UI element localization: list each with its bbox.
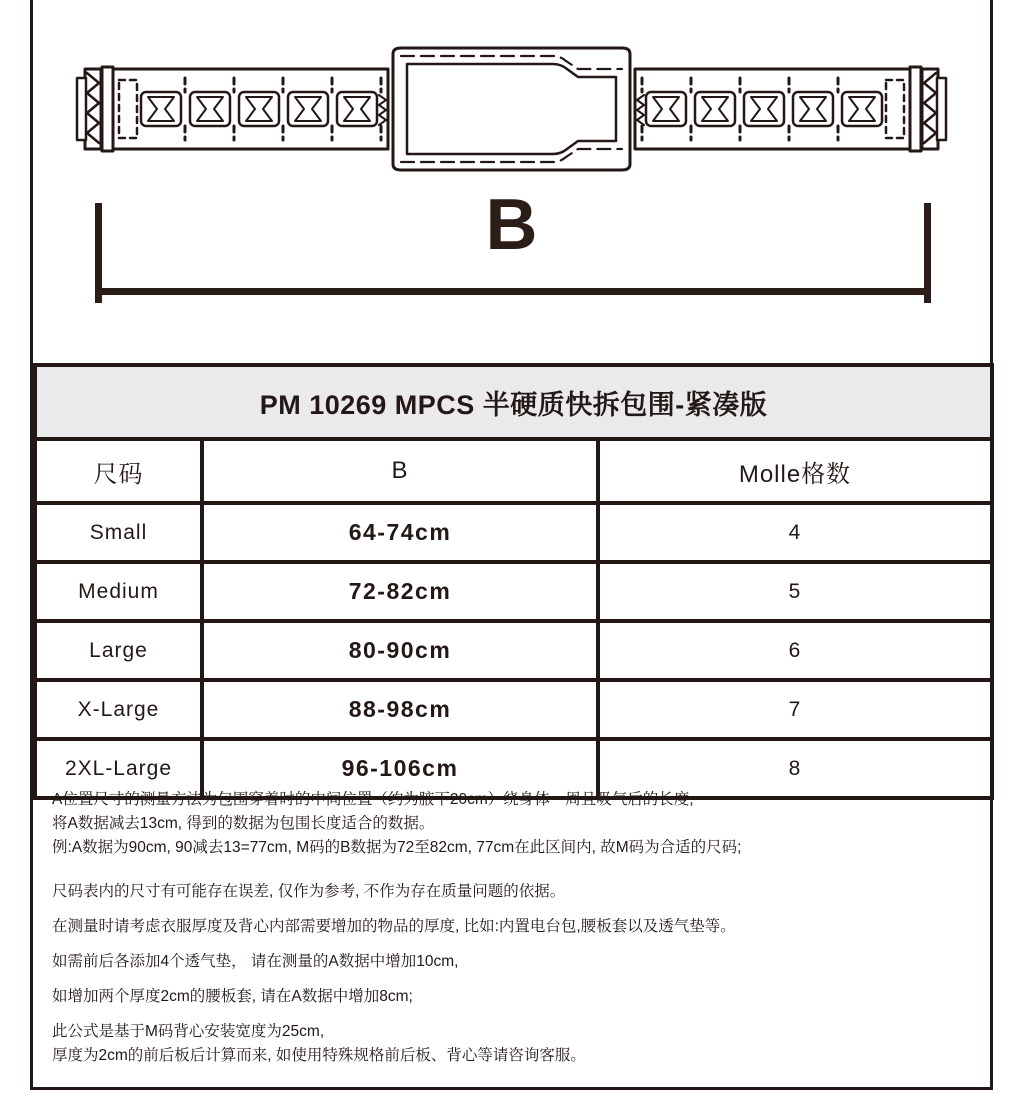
dimension-line	[95, 288, 931, 295]
cell-b: 96-106cm	[202, 739, 598, 798]
column-header-b: B	[202, 439, 598, 503]
dimension-label: B	[485, 185, 538, 265]
table-row	[35, 680, 992, 739]
cell-b: 80-90cm	[202, 621, 598, 680]
cell-molle: 4	[598, 503, 992, 562]
notes-paragraph-2	[52, 880, 952, 1068]
cell-size: Large	[35, 621, 202, 680]
dimension-indicator-b	[33, 185, 990, 320]
cell-molle: 7	[598, 680, 992, 739]
note-line: 如需前后各添加4个透气垫， 请在测量的A数据中增加10cm,	[52, 953, 459, 970]
table-row	[35, 562, 992, 621]
table-header-row	[35, 439, 992, 503]
note-line: 此公式是基于M码背心安装宽度为25cm,	[52, 1023, 325, 1040]
cell-size: Small	[35, 503, 202, 562]
table-title-row	[35, 365, 992, 439]
note-line: 在测量时请考虑衣服厚度及背心内部需要增加的物品的厚度, 比如:内置电台包,腰板套以及透气垫等。	[52, 918, 736, 935]
column-header-size: 尺码	[35, 439, 202, 503]
cell-b: 64-74cm	[202, 503, 598, 562]
note-line: 厚度为2cm的前后板后计算而来, 如使用特殊规格前后板、背心等请咨询客服。	[52, 1047, 586, 1064]
note-line: 例:A数据为90cm, 90减去13=77cm, M码的B数据为72至82cm, 77cm在此区间内, 故M码为合适的尺码;	[52, 839, 742, 856]
product-illustration	[33, 20, 990, 180]
cell-size: X-Large	[35, 680, 202, 739]
measurement-notes	[52, 788, 952, 1068]
note-line: 尺码表内的尺寸有可能存在误差, 仅作为参考, 不作为存在质量问题的依据。	[52, 883, 566, 900]
dimension-end-cap-right	[924, 203, 931, 303]
cell-molle: 5	[598, 562, 992, 621]
table-row	[35, 621, 992, 680]
cell-size: 2XL-Large	[35, 739, 202, 798]
cell-molle: 8	[598, 739, 992, 798]
note-line: A位置尺寸的测量方法为包围穿着时的中间位置（约为腋下20cm）绕身体一周且吸气后的长度,	[52, 791, 694, 808]
notes-paragraph-1	[52, 788, 952, 860]
cell-size: Medium	[35, 562, 202, 621]
molle-belt-icon	[33, 20, 990, 180]
cell-b: 88-98cm	[202, 680, 598, 739]
note-line: 如增加两个厚度2cm的腰板套, 请在A数据中增加8cm;	[52, 988, 413, 1005]
column-header-molle: Molle格数	[598, 439, 992, 503]
note-line: 将A数据减去13cm, 得到的数据为包围长度适合的数据。	[52, 815, 435, 832]
cell-b: 72-82cm	[202, 562, 598, 621]
table-row	[35, 503, 992, 562]
product-title: PM 10269 MPCS 半硬质快拆包围-紧凑版	[35, 365, 992, 439]
cell-molle: 6	[598, 621, 992, 680]
size-chart-table	[33, 363, 994, 800]
